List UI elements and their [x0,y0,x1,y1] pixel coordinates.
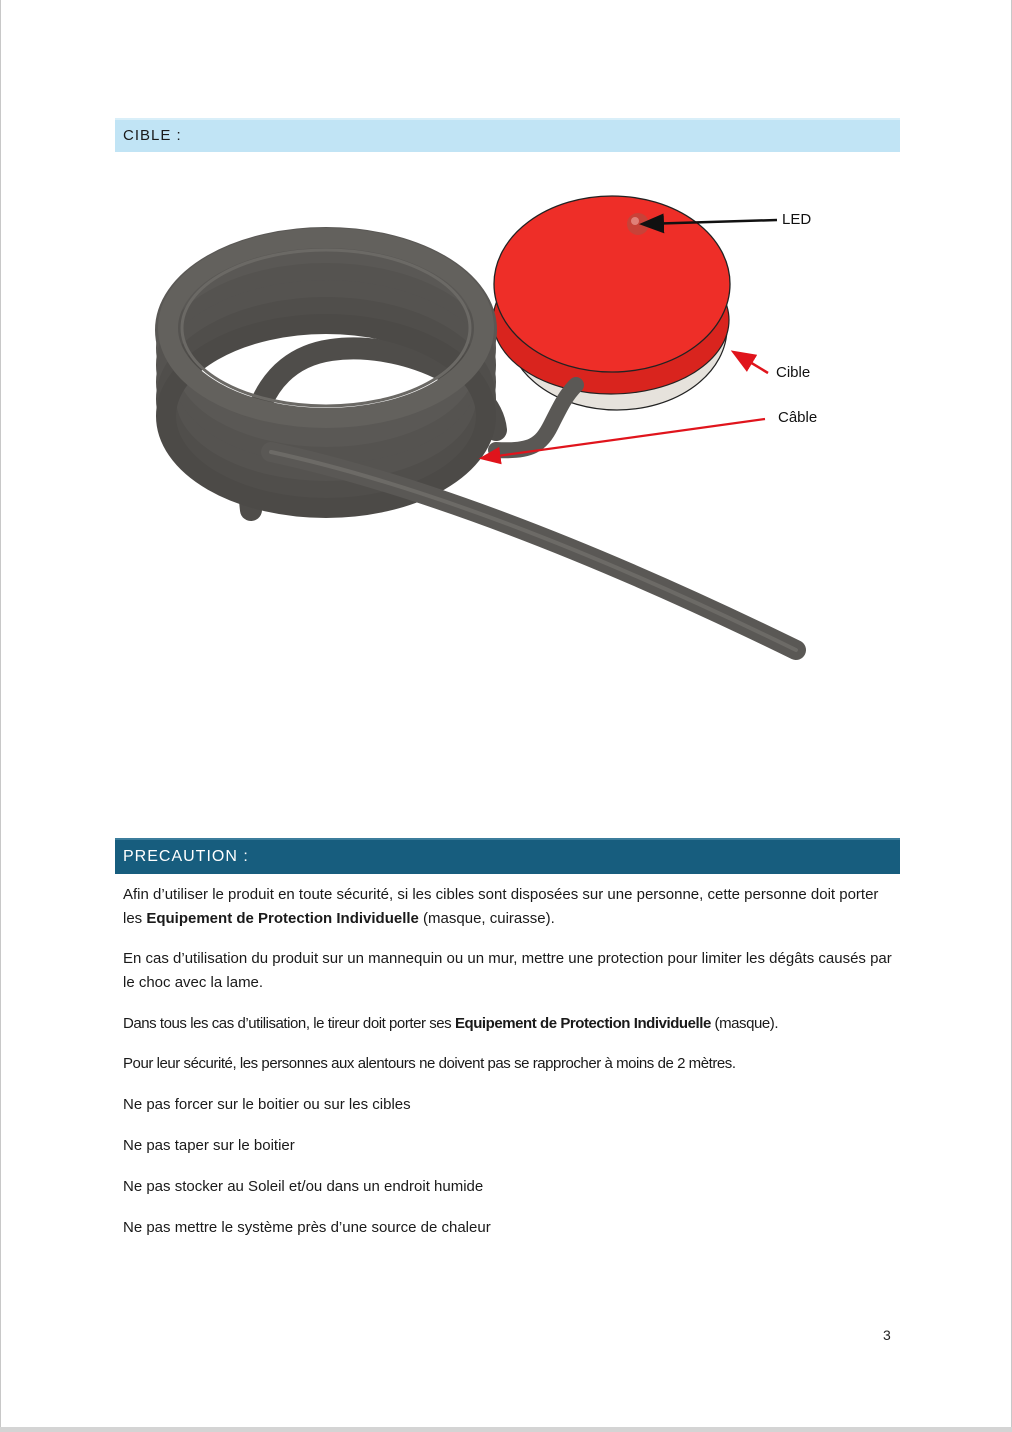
label-led: LED [782,211,812,228]
precaution-paragraph: Ne pas taper sur le boitier [123,1137,295,1154]
target-illustration [151,180,851,670]
label-cable: Câble [778,409,818,426]
paragraph-text: (masque, cuirasse). [418,909,555,927]
label-cible: Cible [776,364,811,381]
paragraph-text: Dans tous les cas d’utilisation, le tireur doit porter ses [123,1015,455,1032]
cible-arrow [735,353,768,373]
section-heading-cible: CIBLE : [115,118,900,152]
cable-arrow [483,419,765,458]
precaution-paragraph: Ne pas stocker au Soleil et/ou dans un endroit humide [123,1178,484,1195]
paragraph-bold: Equipement de Protection Individuelle [146,909,419,927]
precaution-paragraph [123,1012,913,1036]
paragraph-bold: Equipement de Protection Individuelle [454,1015,711,1032]
precaution-paragraph [123,883,898,930]
paragraph-text: Afin d’utiliser le produit en toute sécurité, si les cibles sont disposées sur une personne, cette personne doit porter les [123,886,879,927]
precaution-paragraph: Ne pas mettre le système près d’une source de chaleur [123,1219,491,1236]
precaution-paragraph: Pour leur sécurité, les personnes aux alentours ne doivent pas se rapprocher à moins de 2 mètres. [123,1055,736,1072]
precaution-paragraph: Ne pas forcer sur le boitier ou sur les cibles [123,1096,411,1113]
precaution-paragraph: En cas d’utilisation du produit sur un mannequin ou un mur, mettre une protection pour limiter les dégâts causés par le choc avec la lame. [123,950,892,991]
target-puck [493,196,730,410]
page-number: 3 [883,1327,891,1343]
paragraph-text: (masque). [710,1015,779,1032]
section-heading-precaution: PRECAUTION : [115,838,900,874]
